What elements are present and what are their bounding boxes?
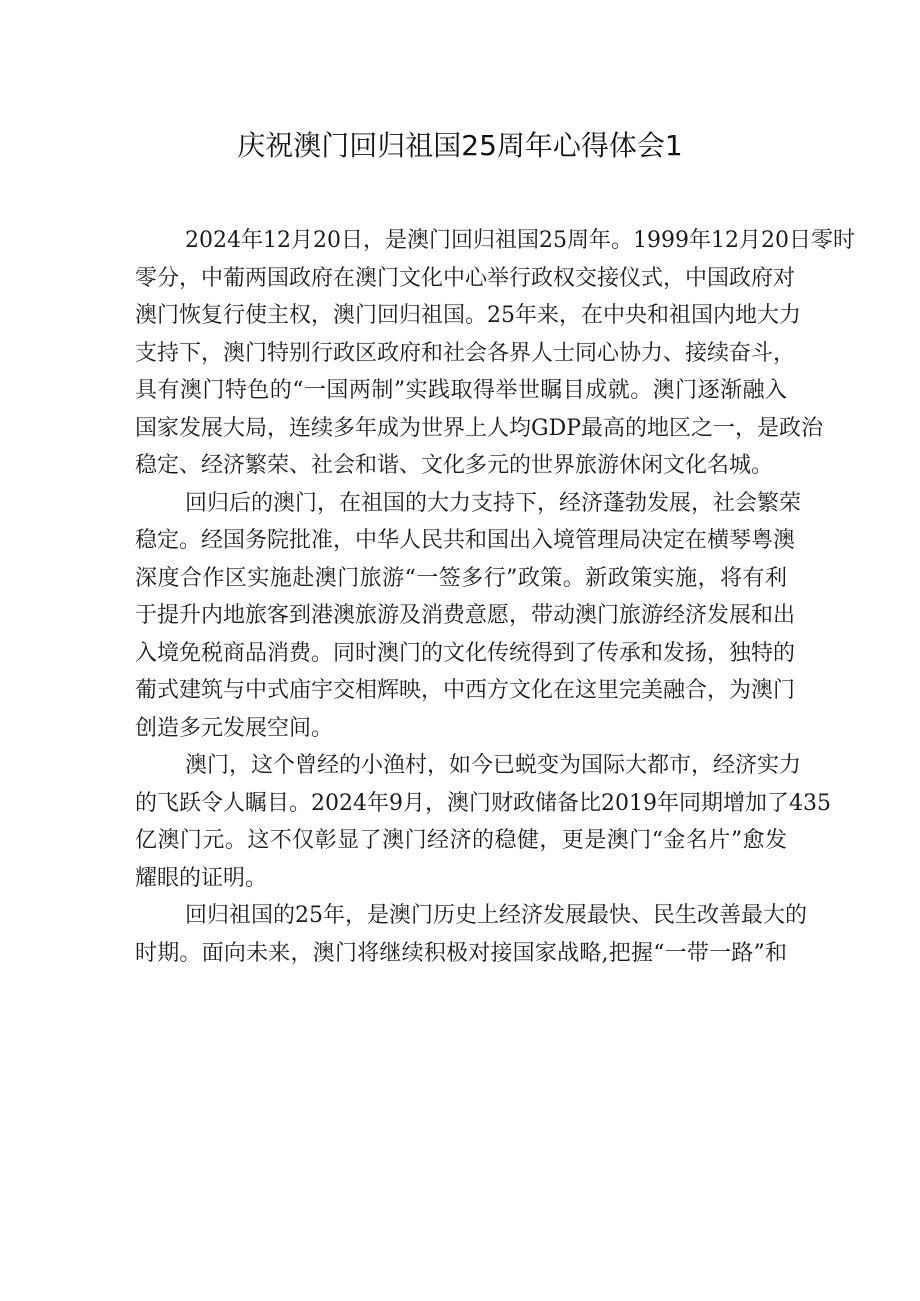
paragraph-line: 零分，中葡两国政府在澳门文化中心举行政权交接仪式，中国政府对	[135, 265, 796, 291]
paragraph-line: 回归祖国的25年，是澳门历史上经济发展最快、民生改善最大的	[185, 903, 807, 928]
paragraph-line: 2024年12月20日，是澳门回归祖国25周年。1999年12月20日零时	[185, 228, 855, 253]
document-title: 庆祝澳门回归祖国25周年心得体会1	[237, 129, 683, 162]
paragraph-line: 澳门，这个曾经的小渔村，如今已蜕变为国际大都市，经济实力	[185, 753, 802, 778]
paragraph-line: 澳门恢复行使主权，澳门回归祖国。25年来，在中央和祖国内地大力	[135, 303, 801, 328]
paragraph-3	[135, 747, 831, 897]
paragraph-line: 的飞跃令人瞩目。2024年9月，澳门财政储备比2019年同期增加了435	[135, 790, 831, 816]
paragraph-line: 创造多元发展空间。	[135, 715, 334, 741]
paragraph-line: 时期。面向未来，澳门将继续积极对接国家战略,把握“一带一路”和	[135, 940, 787, 966]
paragraph-line: 葡式建筑与中式庙宇交相辉映，中西方文化在这里完美融合，为澳门	[135, 678, 796, 703]
paragraph-line: 耀眼的证明。	[135, 865, 268, 891]
document-body	[135, 222, 855, 972]
paragraph-2	[135, 485, 802, 748]
paragraph-line: 于提升内地旅客到港澳旅游及消费意愿，带动澳门旅游经济发展和出	[135, 603, 796, 628]
paragraph-1	[135, 222, 855, 485]
paragraph-line: 深度合作区实施赴澳门旅游“一签多行”政策。新政策实施，将有利	[135, 565, 787, 591]
paragraph-line: 亿澳门元。这不仅彰显了澳门经济的稳健，更是澳门“金名片”愈发	[135, 828, 787, 853]
paragraph-line: 支持下，澳门特别行政区政府和社会各界人士同心协力、接续奋斗，	[135, 340, 796, 366]
paragraph-line: 稳定、经济繁荣、社会和谐、文化多元的世界旅游休闲文化名城。	[135, 453, 774, 478]
paragraph-line: 具有澳门特色的“一国两制”实践取得举世瞩目成就。澳门逐渐融入	[135, 378, 787, 403]
paragraph-line: 国家发展大局，连续多年成为世界上人均GDP最高的地区之一，是政治	[135, 415, 824, 441]
paragraph-4	[135, 897, 807, 972]
paragraph-line: 回归后的澳门，在祖国的大力支持下，经济蓬勃发展，社会繁荣	[185, 490, 802, 516]
paragraph-line: 稳定。经国务院批准，中华人民共和国出入境管理局决定在横琴粤澳	[135, 528, 796, 553]
paragraph-line: 入境免税商品消费。同时澳门的文化传统得到了传承和发扬，独特的	[135, 640, 796, 666]
